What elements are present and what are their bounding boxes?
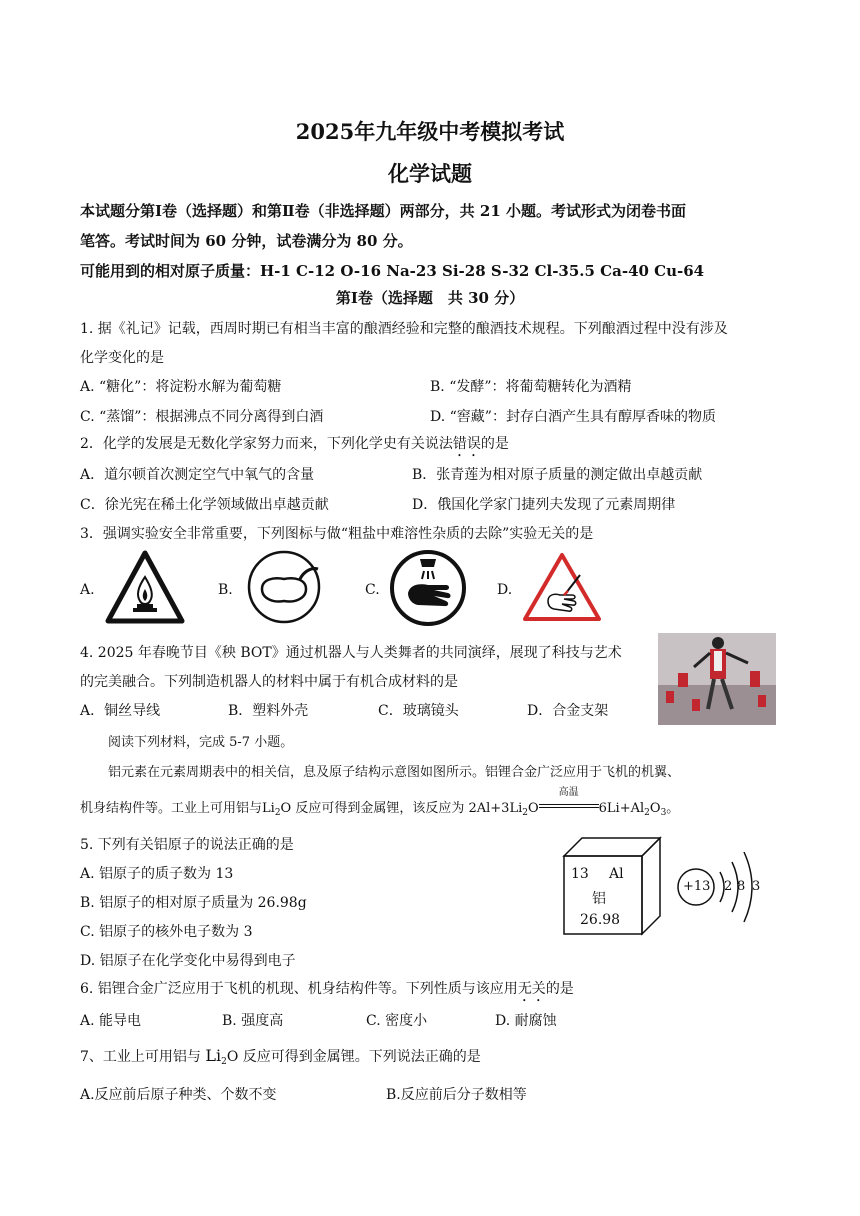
intro-line-1: 本试题分第Ⅰ卷（选择题）和第Ⅱ卷（非选择题）两部分，共 21 小题。考试形式为闭卷书面 — [80, 202, 686, 220]
flammable-warning-icon — [104, 549, 186, 625]
q2-stem-post: 的是 — [480, 436, 509, 452]
sharp-object-warning-icon — [522, 551, 602, 623]
robot-dance-photo — [658, 633, 776, 725]
reading-o-sub: 3 — [660, 808, 667, 818]
q2-option-a: A．道尔顿首次测定空气中氧气的含量 — [80, 467, 315, 483]
q7-stem — [80, 1046, 481, 1067]
q2-option-d: D．俄国化学家门捷列夫发现了元素周期律 — [412, 497, 676, 513]
reading-line-3-pre: 机身结构件等。工业上可用铝与 — [80, 801, 263, 816]
q6-option-d: D. 耐腐蚀 — [495, 1013, 557, 1029]
q5-option-d: D. 铝原子在化学变化中易得到电子 — [80, 953, 296, 969]
reading-end: 。 — [666, 801, 680, 816]
exam-title: 2025年九年级中考模拟考试 — [295, 119, 565, 144]
q4-option-c: C．玻璃镜头 — [378, 703, 459, 719]
q6-stem-pre: 6. 铝锂合金广泛应用于飞机的机现、机身结构件等。下列性质与该应用 — [80, 981, 518, 997]
exam-subtitle: 化学试题 — [388, 161, 472, 186]
q1-option-d: D. “窖藏”：封存白酒产生具有醇厚香味的物质 — [430, 409, 716, 425]
q1-option-a: A. “糖化”：将淀粉水解为葡萄糖 — [80, 379, 282, 395]
q7-stem-pre: 7、工业上可用铝与 — [80, 1049, 206, 1065]
q5-stem: 5. 下列有关铝原子的说法正确的是 — [80, 837, 294, 853]
q5-option-b: B. 铝原子的相对原子质量为 26.98g — [80, 895, 307, 911]
shell-3-electrons: 3 — [752, 879, 761, 894]
shell-1-electrons: 2 — [724, 879, 733, 894]
q7-option-a: A.反应前后原子种类、个数不变 — [80, 1087, 277, 1103]
reading-o2: O — [649, 801, 661, 816]
q3-stem: 3．强调实验安全非常重要，下列图标与做“粗盐中难溶性杂质的去除”实验无关的是 — [80, 526, 594, 542]
reading-al-sub: 2 — [644, 808, 650, 818]
q1-stem-line1: 1. 据《礼记》记载，西周时期已有相当丰富的酿酒经验和完整的酿酒技术规程。下列酿酒过程中没有涉及 — [80, 321, 728, 337]
q6-stem-post: 的是 — [545, 981, 574, 997]
section-heading: 第Ⅰ卷（选择题 共 30 分） — [335, 289, 525, 307]
intro-line-2: 笔答。考试时间为 60 分钟，试卷满分为 80 分。 — [80, 232, 413, 250]
q4-stem-line1: 4. 2025 年春晚节目《秧 BOT》通过机器人与人类舞者的共同演绎，展现了科技与艺术 — [80, 645, 622, 661]
reading-line-3-mid: O 反应可得到金属锂，该反应为 2Al+3Li — [280, 801, 523, 816]
q7-li: Li — [205, 1046, 222, 1065]
shell-2-electrons: 8 — [737, 879, 746, 894]
reading-line-2: 铝元素在元素周期表中的相关信，息及原子结构示意图如图所示。铝锂合金广泛应用于飞机的机翼、 — [108, 765, 681, 780]
q6-stem — [80, 978, 574, 1005]
q1-stem-line2: 化学变化的是 — [80, 350, 164, 366]
reading-intro: 阅读下列材料，完成 5-7 小题。 — [108, 735, 294, 750]
q6-option-a: A. 能导电 — [80, 1013, 142, 1029]
q4-option-b: B．塑料外壳 — [228, 703, 309, 719]
q3-option-b-label: B. — [218, 582, 233, 598]
q1-option-c: C. “蒸馏”：根据沸点不同分离得到白酒 — [80, 409, 324, 425]
reading-li: Li — [262, 801, 275, 816]
reading-o: O — [527, 801, 539, 816]
q3-option-a-label: A. — [80, 582, 95, 598]
reading-line-3-post: 6Li+Al — [598, 801, 645, 816]
q7-stem-post: O 反应可得到金属锂。下列说法正确的是 — [226, 1049, 481, 1065]
reaction-condition: 高温 — [558, 787, 579, 798]
hot-dish-icon — [244, 549, 324, 625]
element-symbol: Al — [609, 866, 624, 882]
reading-li-sub: 2 — [274, 808, 281, 818]
reading-li2-sub: 2 — [522, 808, 528, 818]
q6-option-b: B. 强度高 — [222, 1013, 284, 1029]
q2-stem-emphasis: 错误 — [452, 436, 481, 452]
element-number: 13 — [571, 866, 589, 882]
q4-stem-line2: 的完美融合。下列制造机器人的材料中属于有机合成材料的是 — [80, 674, 458, 690]
q6-option-c: C. 密度小 — [366, 1013, 428, 1029]
q4-option-d: D．合金支架 — [527, 703, 609, 719]
q6-stem-emphasis: 无关 — [517, 981, 546, 997]
reading-line-3 — [80, 787, 680, 818]
q2-stem — [80, 433, 509, 460]
q2-option-b: B．张青莲为相对原子质量的测定做出卓越贡献 — [412, 467, 703, 483]
nucleus-charge: +13 — [683, 879, 711, 894]
q7-li-sub: 2 — [221, 1057, 227, 1067]
element-mass: 26.98 — [580, 912, 621, 928]
element-name: 铝 — [592, 891, 606, 907]
q3-option-d-label: D. — [497, 582, 513, 598]
q5-option-c: C. 铝原子的核外电子数为 3 — [80, 924, 253, 940]
wash-hands-icon — [388, 549, 468, 627]
q3-option-c-label: C. — [365, 582, 380, 598]
q4-option-a: A．铜丝导线 — [80, 703, 161, 719]
q5-option-a: A. 铝原子的质子数为 13 — [80, 866, 234, 882]
atomic-masses: 可能用到的相对原子质量：H-1 C-12 O-16 Na-23 Si-28 S-32 Cl-35.5 Ca-40 Cu-64 — [80, 262, 705, 280]
q7-option-b: B.反应前后分子数相等 — [386, 1087, 527, 1103]
reaction-arrow — [539, 787, 599, 812]
q1-option-b: B. “发酵”：将葡萄糖转化为酒精 — [430, 379, 632, 395]
q2-option-c: C．徐光宪在稀土化学领域做出卓越贡献 — [80, 497, 329, 513]
q2-stem-pre: 2．化学的发展是无数化学家努力而来，下列化学史有关说法 — [80, 436, 453, 452]
